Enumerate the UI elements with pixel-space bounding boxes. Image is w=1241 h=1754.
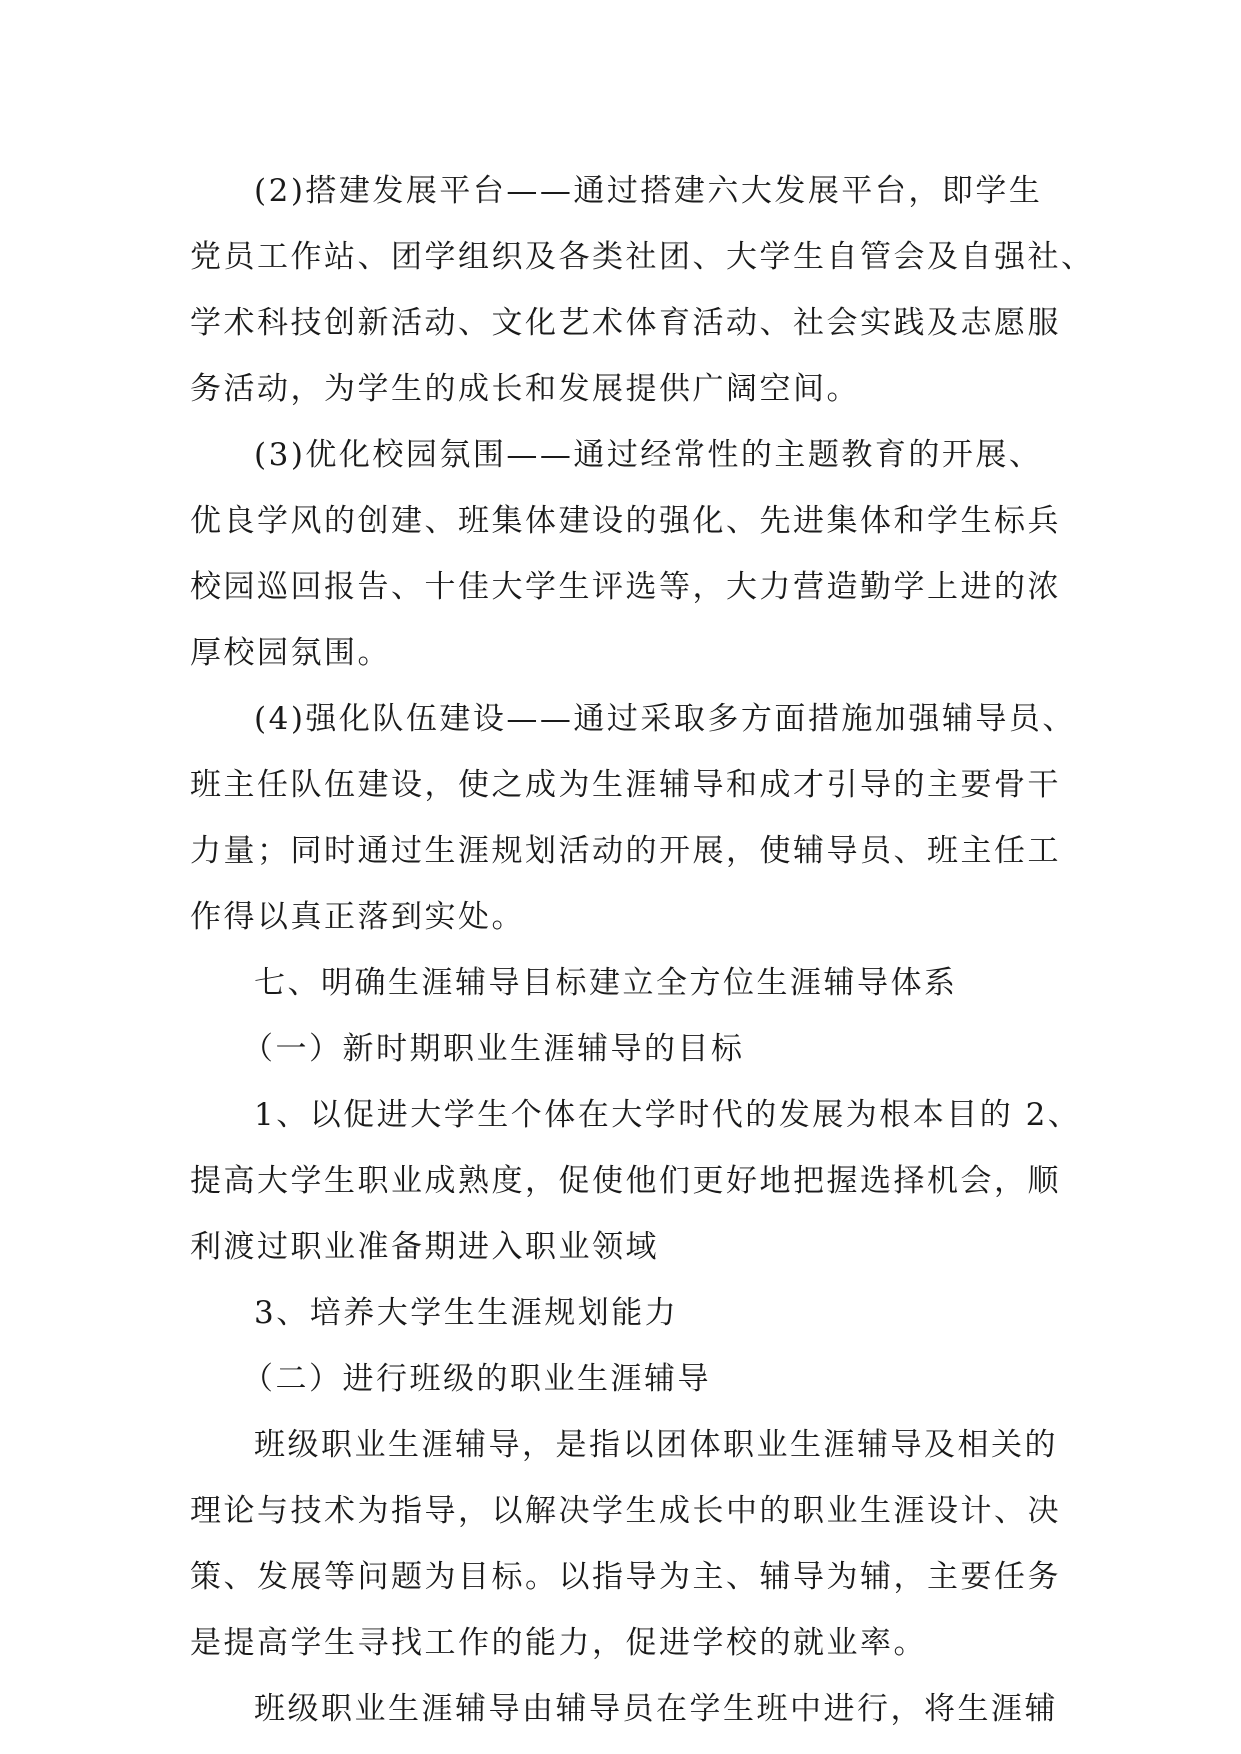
paragraph-line: (2)搭建发展平台——通过搭建六大发展平台，即学生 <box>254 173 1043 209</box>
paragraph-line: 1、以促进大学生个体在大学时代的发展为根本目的 2、 <box>254 1097 1082 1133</box>
section-heading: 七、明确生涯辅导目标建立全方位生涯辅导体系 <box>254 965 958 1001</box>
paragraph-line: 策、发展等问题为目标。以指导为主、辅导为辅，主要任务 <box>190 1559 1061 1595</box>
paragraph-line: 3、培养大学生生涯规划能力 <box>254 1295 679 1331</box>
paragraph-line: 班主任队伍建设，使之成为生涯辅导和成才引导的主要骨干 <box>190 767 1061 803</box>
paragraph-line: 提高大学生职业成熟度，促使他们更好地把握选择机会，顺 <box>190 1163 1061 1199</box>
paragraph-line: 是提高学生寻找工作的能力，促进学校的就业率。 <box>190 1625 927 1661</box>
document-body <box>190 158 1095 1742</box>
paragraph-line: 务活动，为学生的成长和发展提供广阔空间。 <box>190 371 860 407</box>
paragraph-line: 优良学风的创建、班集体建设的强化、先进集体和学生标兵 <box>190 503 1061 539</box>
subsection-heading: （一）新时期职业生涯辅导的目标 <box>242 1031 745 1067</box>
paragraph-line: (4)强化队伍建设——通过采取多方面措施加强辅导员、 <box>254 701 1076 737</box>
paragraph-line: 党员工作站、团学组织及各类社团、大学生自管会及自强社、 <box>190 239 1095 275</box>
paragraph-line: 作得以真正落到实处。 <box>190 899 525 935</box>
paragraph-line: 校园巡回报告、十佳大学生评选等，大力营造勤学上进的浓 <box>190 569 1061 605</box>
paragraph-line: (3)优化校园氛围——通过经常性的主题教育的开展、 <box>254 437 1043 473</box>
paragraph-line: 学术科技创新活动、文化艺术体育活动、社会实践及志愿服 <box>190 305 1061 341</box>
paragraph-line: 理论与技术为指导，以解决学生成长中的职业生涯设计、决 <box>190 1493 1061 1529</box>
paragraph-line: 力量；同时通过生涯规划活动的开展，使辅导员、班主任工 <box>190 833 1061 869</box>
paragraph-line: 利渡过职业准备期进入职业领域 <box>190 1229 659 1265</box>
paragraph-line: 厚校园氛围。 <box>190 635 391 671</box>
paragraph-line: 班级职业生涯辅导由辅导员在学生班中进行，将生涯辅 <box>254 1691 1058 1727</box>
subsection-heading: （二）进行班级的职业生涯辅导 <box>242 1361 711 1397</box>
paragraph-line: 班级职业生涯辅导，是指以团体职业生涯辅导及相关的 <box>254 1427 1058 1463</box>
